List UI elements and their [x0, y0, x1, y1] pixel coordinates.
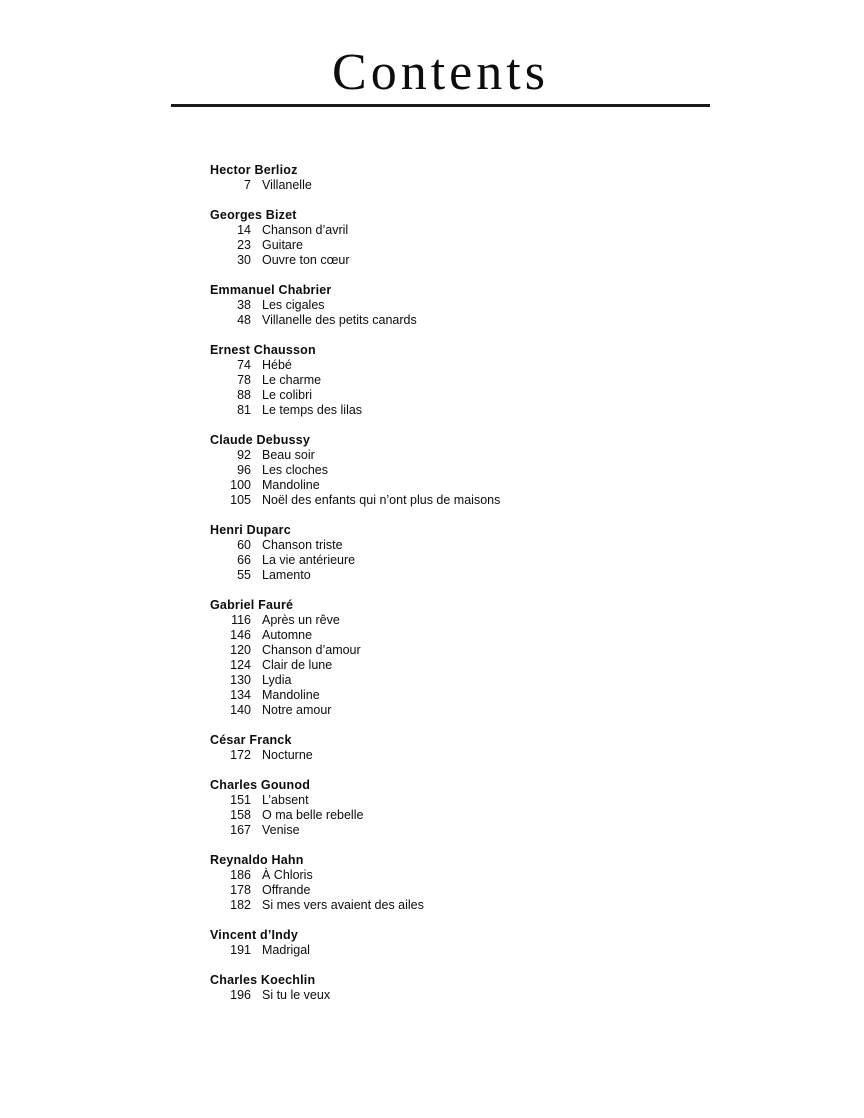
- composer-heading: Claude Debussy: [210, 433, 311, 447]
- entry-song-title: Notre amour: [262, 703, 332, 717]
- toc-section: [210, 973, 770, 1003]
- entry-song-title: Clair de lune: [262, 658, 333, 672]
- entry-song-title: Le temps des lilas: [262, 403, 363, 417]
- entry-page-number: 23: [237, 238, 251, 252]
- entry-song-title: Les cloches: [262, 463, 329, 477]
- toc-entry: [210, 388, 770, 403]
- toc-entry: [210, 793, 770, 808]
- entry-page-number: 96: [237, 463, 251, 477]
- composer-heading: Charles Koechlin: [210, 973, 316, 987]
- toc-entry: [210, 673, 770, 688]
- entry-page-number: 178: [230, 883, 251, 897]
- toc-entry: [210, 463, 770, 478]
- toc-entry: [210, 553, 770, 568]
- entry-song-title: À Chloris: [262, 868, 313, 882]
- toc-entry: [210, 808, 770, 823]
- entry-page-number: 130: [230, 673, 251, 687]
- toc-entry: [210, 358, 770, 373]
- entry-song-title: Mandoline: [262, 688, 320, 702]
- composer-heading: Charles Gounod: [210, 778, 311, 792]
- toc-section: [210, 208, 770, 268]
- entry-page-number: 146: [230, 628, 251, 642]
- entry-page-number: 100: [230, 478, 251, 492]
- toc-entry: [210, 748, 770, 763]
- entry-song-title: Chanson d’avril: [262, 223, 349, 237]
- masthead: [171, 0, 710, 101]
- toc: [210, 163, 770, 1003]
- entry-page-number: 158: [230, 808, 251, 822]
- composer-heading: Henri Duparc: [210, 523, 291, 537]
- toc-section: [210, 853, 770, 913]
- toc-entry: [210, 178, 770, 193]
- toc-entry: [210, 403, 770, 418]
- entry-song-title: Nocturne: [262, 748, 313, 762]
- entry-song-title: Villanelle: [262, 178, 312, 192]
- toc-entry: [210, 628, 770, 643]
- toc-entry: [210, 238, 770, 253]
- entry-page-number: 186: [230, 868, 251, 882]
- entry-page-number: 196: [230, 988, 251, 1002]
- entry-song-title: Guitare: [262, 238, 303, 252]
- toc-entry: [210, 868, 770, 883]
- toc-entry: [210, 613, 770, 628]
- entry-page-number: 14: [237, 223, 251, 237]
- entry-page-number: 48: [237, 313, 251, 327]
- toc-entry: [210, 823, 770, 838]
- toc-section: [210, 343, 770, 418]
- entry-page-number: 88: [237, 388, 251, 402]
- entry-page-number: 116: [231, 613, 251, 627]
- entry-page-number: 74: [237, 358, 251, 372]
- toc-entry: [210, 703, 770, 718]
- entry-page-number: 191: [230, 943, 251, 957]
- entry-song-title: L’absent: [262, 793, 309, 807]
- entry-page-number: 182: [230, 898, 251, 912]
- toc-entry: [210, 298, 770, 313]
- toc-entry: [210, 448, 770, 463]
- entry-song-title: Chanson triste: [262, 538, 343, 552]
- entry-song-title: La vie antérieure: [262, 553, 356, 567]
- entry-song-title: Chanson d’amour: [262, 643, 361, 657]
- toc-entry: [210, 883, 770, 898]
- composer-heading: Georges Bizet: [210, 208, 297, 222]
- toc-section: [210, 733, 770, 763]
- entry-page-number: 38: [237, 298, 251, 312]
- composer-heading: César Franck: [210, 733, 292, 747]
- toc-entry: [210, 988, 770, 1003]
- entry-page-number: 151: [230, 793, 251, 807]
- toc-section: [210, 598, 770, 718]
- composer-heading: Hector Berlioz: [210, 163, 298, 177]
- toc-section: [210, 163, 770, 193]
- toc-section: [210, 283, 770, 328]
- entry-page-number: 167: [230, 823, 251, 837]
- entry-song-title: Si mes vers avaient des ailes: [262, 898, 424, 912]
- entry-page-number: 7: [244, 178, 251, 192]
- composer-heading: Ernest Chausson: [210, 343, 316, 357]
- toc-entry: [210, 943, 770, 958]
- toc-entry: [210, 643, 770, 658]
- entry-page-number: 55: [237, 568, 251, 582]
- toc-entry: [210, 478, 770, 493]
- page-title: Contents: [332, 44, 549, 101]
- entry-song-title: Madrigal: [262, 943, 310, 957]
- toc-section: [210, 778, 770, 838]
- entry-song-title: Les cigales: [262, 298, 325, 312]
- toc-entry: [210, 568, 770, 583]
- toc-entry: [210, 373, 770, 388]
- entry-song-title: O ma belle rebelle: [262, 808, 364, 822]
- entry-song-title: Le charme: [262, 373, 322, 387]
- entry-page-number: 120: [230, 643, 251, 657]
- entry-song-title: Si tu le veux: [262, 988, 331, 1002]
- entry-page-number: 140: [230, 703, 251, 717]
- entry-page-number: 81: [237, 403, 251, 417]
- entry-song-title: Noël des enfants qui n’ont plus de maisons: [262, 493, 501, 507]
- toc-section: [210, 523, 770, 583]
- entry-page-number: 60: [237, 538, 251, 552]
- toc-sections: [210, 163, 770, 1003]
- toc-entry: [210, 688, 770, 703]
- entry-page-number: 78: [237, 373, 251, 387]
- entry-song-title: Hébé: [262, 358, 292, 372]
- toc-section: [210, 433, 770, 508]
- toc-entry: [210, 658, 770, 673]
- entry-song-title: Après un rêve: [262, 613, 340, 627]
- entry-song-title: Offrande: [262, 883, 311, 897]
- entry-song-title: Mandoline: [262, 478, 320, 492]
- toc-entry: [210, 898, 770, 913]
- toc-entry: [210, 253, 770, 268]
- toc-entry: [210, 313, 770, 328]
- entry-song-title: Venise: [262, 823, 300, 837]
- toc-entry: [210, 538, 770, 553]
- composer-heading: Emmanuel Chabrier: [210, 283, 332, 297]
- entry-page-number: 92: [237, 448, 251, 462]
- composer-heading: Vincent d’Indy: [210, 928, 298, 942]
- entry-page-number: 172: [230, 748, 251, 762]
- entry-song-title: Le colibri: [262, 388, 313, 402]
- entry-song-title: Ouvre ton cœur: [262, 253, 350, 267]
- composer-heading: Gabriel Fauré: [210, 598, 294, 612]
- entry-song-title: Lamento: [262, 568, 311, 582]
- entry-song-title: Beau soir: [262, 448, 315, 462]
- entry-page-number: 30: [237, 253, 251, 267]
- entry-page-number: 105: [230, 493, 251, 507]
- entry-song-title: Villanelle des petits canards: [262, 313, 417, 327]
- entry-song-title: Automne: [262, 628, 313, 642]
- toc-entry: [210, 223, 770, 238]
- toc-section: [210, 928, 770, 958]
- composer-heading: Reynaldo Hahn: [210, 853, 304, 867]
- entry-page-number: 124: [230, 658, 251, 672]
- entry-page-number: 66: [237, 553, 251, 567]
- entry-page-number: 134: [230, 688, 251, 702]
- toc-entry: [210, 493, 770, 508]
- title-rule: [171, 104, 710, 107]
- entry-song-title: Lydia: [262, 673, 292, 687]
